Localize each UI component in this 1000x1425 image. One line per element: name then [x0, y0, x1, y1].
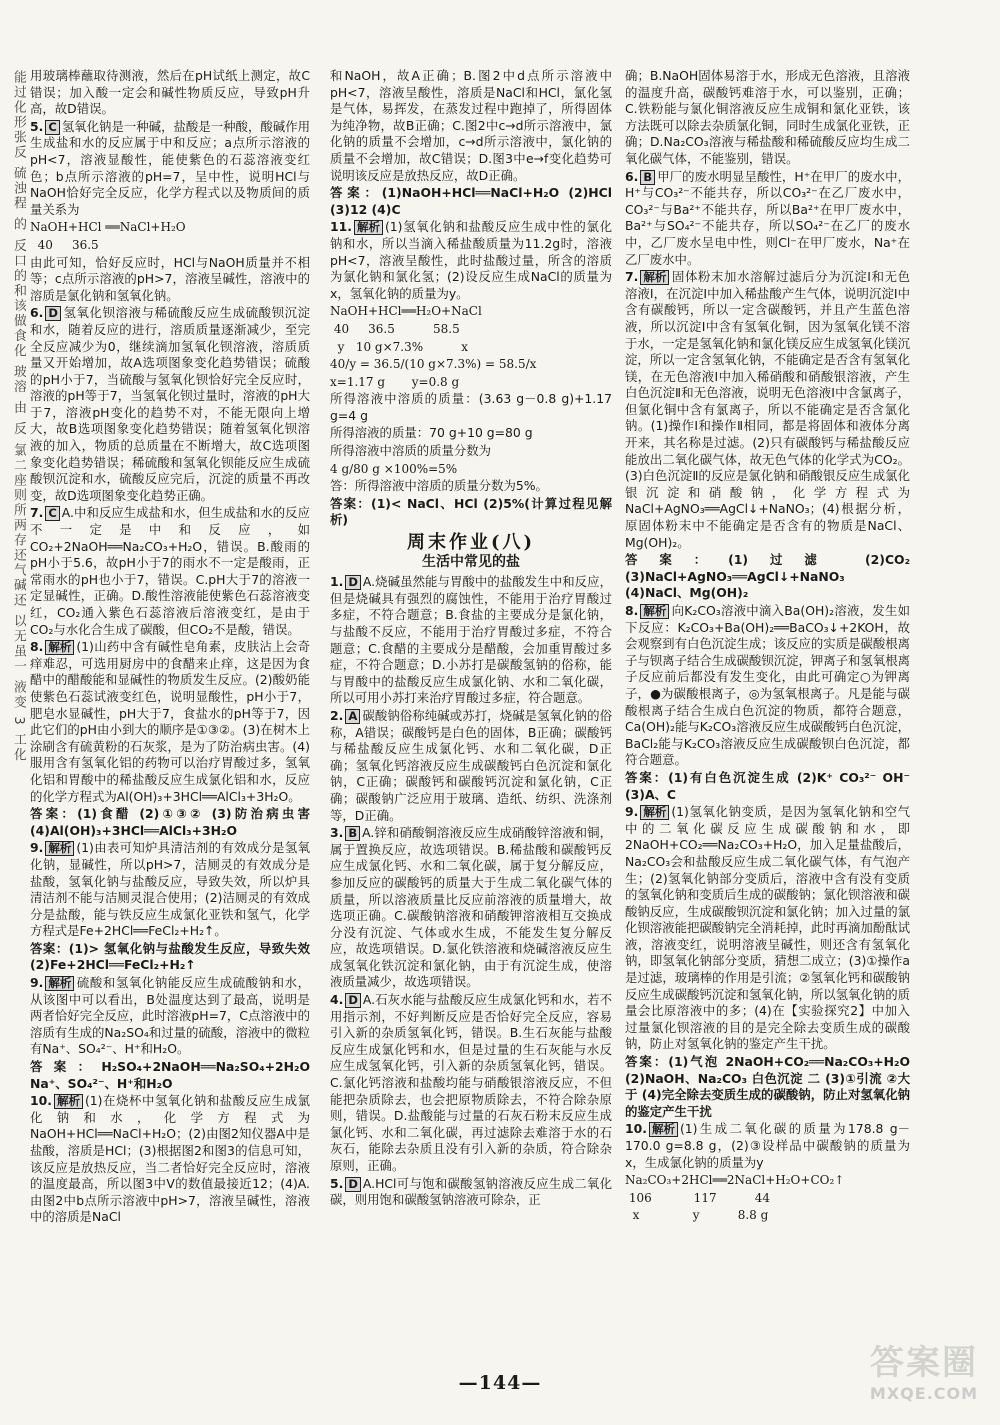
equation: x y 8.8 g [625, 1208, 769, 1223]
question-item [30, 119, 310, 219]
answer-box: B [345, 826, 360, 841]
answer-box: 解析 [45, 841, 74, 856]
question-text: (1)氢氧化钠和盐酸反应生成中性的氯化钠和水，所以当滴入稀盐酸质量为11.2g时，溶液pH<7，溶液呈酸性，此时盐酸过量，所含的溶质为氯化钠和氯化氢；(2)设反应生成NaCl的质量为x，氢氧化钠的质量为y。 [330, 219, 612, 301]
answer-line: 答案：(1)NaOH+HCl══NaCl+H₂O (2)HCl (3)12 (4)C [330, 185, 612, 217]
question-item [625, 269, 910, 551]
equation: Na₂CO₃+2HCl══2NaCl+H₂O+CO₂↑ [625, 1173, 845, 1188]
answer-box: 解析 [45, 640, 74, 655]
answer-box: C [45, 506, 59, 521]
paragraph: 确；B.NaOH固体易溶于水，形成无色溶液，且溶液的温度升高，碳酸钙难溶于水，可以鉴别，正确；C.铁粉能与氯化铜溶液反应生成铜和氯化亚铁，该方法既可以除去杂质氯化铜，同时生成氯化亚铁，正确；D.Na₂CO₃溶液与稀盐酸和稀硫酸反应均生成二氧化碳气体，不能鉴别，错误。 [625, 68, 910, 166]
paragraph: 和NaOH，故A正确；B.图2中d点所示溶液中pH<7，溶液呈酸性，溶质是NaCl和HCl，氯化氢是气体，易挥发，在蒸发过程中跑掉了，所得固体为纯净物，故B正确；C.图2中c→d所示溶液中，氯化钠的质量不会增加，c→d所示溶液中，氯化钠的质量不会增加，故C错误；D.图3中e→f变化趋势可说明该反应是放热反应，故D正确。 [330, 68, 612, 183]
question-text: 氢氧化钠是一种碱，盐酸是一种酸，酸碱作用生成盐和水的反应属于中和反应；a点所示溶液的pH<7，溶液显酸性，能使紫色的石蕊溶液变红色；b点所示溶液的pH=7，呈中性，说明HCl与NaOH恰好完全反应，化学方程式以及物质间的质量关系为 [30, 118, 310, 217]
answer-box: 解析 [640, 270, 669, 285]
equation: 40 36.5 58.5 [330, 321, 460, 336]
answer-line: 答案：H₂SO₄+2NaOH══Na₂SO₄+2H₂O Na⁺、SO₄²⁻、H⁺和H₂O [30, 1059, 310, 1091]
column-middle [330, 68, 612, 1368]
question-item [625, 169, 910, 269]
question-item [625, 1121, 910, 1171]
answer-box: D [345, 993, 361, 1008]
question-number: 7. [625, 269, 639, 285]
question-item [30, 639, 310, 805]
paragraph: 答：所得溶液中溶质的质量分数为5%。 [330, 478, 548, 494]
answer-box: C [45, 120, 59, 135]
question-text: A.HCl可与饱和碳酸氢钠溶液反应生成二氧化碳，则用饱和碳酸氢钠溶液可除杂，正 [330, 1175, 612, 1208]
question-number: 3. [330, 825, 344, 841]
question-text: (1)生成二氧化碳的质量为178.8 g－170.0 g=8.8 g，(2)③设样品中碳酸钠的质量为x，生成氯化钠的质量为y [625, 1121, 910, 1170]
column-right [625, 68, 910, 1368]
question-text: 硫酸和氢氧化钠能反应生成硫酸钠和水，从该图中可以看出，B处温度达到了最高，说明是两者恰好完全反应，此时溶液pH=7，C点溶液中的溶质有生成的Na₂SO₄和过量的硫酸，溶液中的微粒有Na⁺、SO₄²⁻、H⁺和H₂O。 [30, 975, 310, 1057]
question-text: (1)在烧杯中氢氧化钠和盐酸反应生成氯化钠和水，化学方程式为NaOH+HCl══NaCl+H₂O；(2)由图2知仪器A中是盐酸，溶质是HCl；(3)根据图2和图3的信息可知，该反应是放热反应，当二者恰好完全反应时，溶液的温度最高，所以图3中V的数值最接近12；(4)A.由图2中b点所示溶液中pH>7，溶液呈碱性，溶液中的溶质是NaCl [30, 1093, 310, 1225]
question-text: A.石灰水能与盐酸反应生成氯化钙和水，若不用指示剂，不好判断反应是否恰好完全反应，容易引入新的杂质氢氧化钙，错误。B.生石灰能与盐酸反应生成氯化钙和水，但是过量的生石灰能与水反应生成氢氧化钙，引入新的杂质氢氧化钙，错误。C.氯化钙溶液和盐酸均能与硝酸银溶液反应，不但能把杂质除去，也会把原物质除去，不符合除杂原则，错误。D.盐酸能与过量的石灰石粉末反应生成氯化钙、水和二氧化碳，再过滤除去难溶于水的石灰石，能除去杂质且没有引入新的杂质，符合除杂原则，正确。 [330, 992, 612, 1173]
answer-line: 答案：(1)气泡 2NaOH+CO₂══Na₂CO₃+H₂O (2)NaOH、Na₂CO₃ 白色沉淀 二 (3)①引流 ②大于 (4)完全除去变质生成的碳酸钠，防止对氢氧化钠的鉴定产生干扰 [625, 1054, 910, 1119]
question-number: 6. [625, 168, 639, 184]
question-item [330, 992, 612, 1175]
question-text: (1)山药中含有碱性皂角素，皮肤沾上会奇痒难忍，可选用厨房中的食醋来止痒，这是因为食醋中的醋酸能和显碱性的物质发生反应。(2)酸奶能使紫色石蕊试液变红色，说明显酸性，pH小于7，肥皂水显碱性，pH大于7，食盐水的pH等于7，因此它们的pH由小到大的顺序是①③②。(3)在树木上涂刷含有硫黄粉的石灰浆，是为了防治病虫害。(4)服用含有氢氧化铝的药物可以治疗胃酸过多，氢氧化铝和胃酸中的稀盐酸反应生成氯化铝和水，反应的化学方程式为Al(OH)₃+3HCl══AlCl₃+3H₂O。 [30, 639, 310, 804]
question-item [30, 305, 310, 504]
answer-box: 解析 [649, 1122, 678, 1137]
question-number: 9. [625, 804, 639, 820]
question-item [330, 708, 612, 824]
answer-box: D [345, 575, 361, 590]
question-number: 2. [330, 707, 344, 723]
question-text: 氢氧化钡溶液与稀硫酸反应生成硫酸钡沉淀和水，随着反应的进行，溶质质量逐渐减少，至完全反应减少为0，继续滴加氢氧化钡溶液，溶质质量又开始增加，故A选项图象变化趋势错误；硫酸的pH小于7，当硫酸与氢氧化钡恰好完全反应时，溶液的pH等于7，当氢氧化钡过量时，溶液的pH大于7，溶液pH变化的趋势不对，不能无限向上增大，故B选项图象变化趋势错误；随着氢氧化钡溶液的加入，物质的总质量在不断增大，故C选项图象变化趋势错误；稀硫酸和氢氧化钡能反应生成硫酸钡沉淀和水，硫酸反应完后，沉淀的质量不再改变，故D选项图象变化趋势正确。 [30, 305, 310, 503]
watermark-bottom: MXQE.COM [869, 1384, 979, 1403]
answer-line: 答案：(1)过滤 (2)CO₂ (3)NaCl+AgNO₃══AgCl↓+NaNO₃ (4)NaCl、Mg(OH)₂ [625, 552, 910, 601]
question-number: 11. [330, 219, 352, 235]
paragraph: 由此可知，恰好反应时，HCl与NaOH质量并不相等；c点所示溶液的pH>7，溶液呈碱性，溶液中的溶质是氯化钠和氢氧化钠。 [30, 254, 310, 303]
question-number: 10. [30, 1093, 52, 1109]
answer-box: D [345, 1177, 361, 1192]
answer-box: 解析 [640, 604, 669, 619]
paragraph: 用玻璃棒蘸取待测液，然后在pH试纸上测定，故C错误；加入酸一定会和碱性物质反应，导致pH升高，故D错误。 [30, 68, 310, 117]
equation: NaOH+HCl══H₂O+NaCl [330, 304, 482, 319]
question-item [330, 825, 612, 991]
equation: x=1.17 g y=0.8 g [330, 374, 460, 389]
paragraph: 所得溶液中溶质的质量：(3.63 g－0.8 g)+1.17 g=4 g [330, 391, 612, 423]
answer-box: 解析 [354, 220, 383, 235]
section-title: 周末作业(八) [406, 532, 536, 554]
answer-box: B [640, 170, 655, 185]
question-item [30, 505, 310, 638]
question-text: 向K₂CO₃溶液中滴入Ba(OH)₂溶液，发生如下反应：K₂CO₃+Ba(OH)₂══BaCO₃↓+2KOH，故会观察到有白色沉淀生成；该反应的实质是碳酸根离子与钡离子结合生成碳酸钡沉淀，钾离子和氢氧根离子反应前后都没有发生变化，由此可确定○为钾离子，●为碳酸根离子，◎为氢氧根离子。凡是能与碳酸根离子结合生成白色沉淀的物质，都符合题意，Ca(OH)₂能与K₂CO₃溶液反应生成碳酸钙白色沉淀，BaCl₂能与K₂CO₃溶液反应生成碳酸钡白色沉淀，都符合题意。 [625, 603, 910, 768]
question-number: 1. [330, 574, 344, 590]
equation: 106 117 44 [625, 1190, 770, 1205]
question-number: 8. [30, 639, 44, 655]
page-number: —144— [458, 1372, 542, 1394]
answer-box: 解析 [45, 976, 74, 991]
question-number: 10. [625, 1121, 647, 1137]
question-text: A.中和反应生成盐和水，但生成盐和水的反应不一定是中和反应，如CO₂+2NaOH══Na₂CO₃+H₂O，错误。B.酸雨的pH小于5.6，故pH小于7的雨水不一定是酸雨，正常雨水的pH也小于7，错误。C.pH大于7的溶液一定显碱性，正确。D.酸性溶液能使紫色石蕊溶液变红，CO₂通入紫色石蕊溶液后溶液变红，是由于CO₂与水化合生成了碳酸，但CO₂不是酸，错误。 [30, 505, 310, 637]
equation: 4 g/80 g ×100%=5% [330, 461, 458, 476]
fraction-equation: 40/y = 36.5/(10 g×7.3%) = 58.5/x [330, 357, 537, 372]
equation: NaOH+HCl ══NaCl+H₂O [30, 220, 186, 235]
answer-line: 答案：(1)食醋 (2)①③② (3)防治病虫害 (4)Al(OH)₃+3HCl══AlCl₃+3H₂O [30, 806, 310, 838]
answer-line: 答案：(1)有白色沉淀生成 (2)K⁺ CO₃²⁻ OH⁻ (3)A、C [625, 769, 910, 802]
binding-edge-text: 能过化形张反 硫浊程 的 反口的和该做食化 玻溶 由 反 氯二座则所两存还气碱还 以无虽一 液变 3 工化 [11, 70, 26, 763]
question-number: 7. [30, 505, 44, 521]
question-number: 8. [625, 603, 639, 618]
question-item [330, 574, 612, 707]
section-subtitle: 生活中常见的盐 [422, 553, 520, 570]
question-item [625, 603, 910, 769]
column-left [30, 68, 310, 1368]
answer-box: 解析 [54, 1094, 83, 1109]
question-item [625, 804, 910, 1053]
answer-box: D [45, 306, 61, 321]
watermark-logo [854, 1335, 994, 1415]
question-text: (1)氢氧化钠变质，是因为氢氧化钠和空气中的二氧化碳反应生成碳酸钠和水，即2NaOH+CO₂══Na₂CO₃+H₂O，加入足量盐酸后，Na₂CO₃会和盐酸反应生成二氧化碳气体，有气泡产生；(2)氢氧化钠部分变质后，溶液中含有没有变质的氢氧化钠和变质后生成的碳酸钠；氯化钡溶液和碳酸钠反应，生成碳酸钡沉淀和氯化钠；加入过量的氯化钡溶液能把碳酸钠完全消耗掉，此时再滴加酚酞试液，溶液变红，说明溶液呈碱性，则还含有氢氧化钠，即氢氧化钠部分变质，猜想二成立；(3)①操作a是过滤，玻璃棒的作用是引流；②氢氧化钙和碳酸钠反应生成碳酸钙沉淀和氢氧化钠，所以氢氧化钠的质量会比原溶液中的多；(4)在【实验探究2】中加入过量氯化钡溶液的目的是完全除去变质生成的碳酸钠，防止对氢氧化钠的鉴定产生干扰。 [625, 804, 910, 1052]
question-number: 9. [30, 975, 44, 991]
watermark-top: 答案圈 [870, 1343, 978, 1383]
answer-line: 答案：(1)> 氢氧化钠与盐酸发生反应，导致失效 (2)Fe+2HCl══FeCl₂+H₂↑ [30, 940, 310, 973]
equation: y 10 g×7.3% x [330, 339, 469, 354]
question-text: A.烧碱虽然能与胃酸中的盐酸发生中和反应，但是烧碱具有强烈的腐蚀性，不能用于治疗胃酸过多症，不符合题意；B.食盐的主要成分是氯化钠，与盐酸不反应，不能用于治疗胃酸过多症，不符合题意；C.食醋的主要成分是醋酸，会加重胃酸过多症，不符合题意；D.小苏打是碳酸氢钠的俗称，能与胃酸中的盐酸反应生成氯化钠、水和二氧化碳，所以可用小苏打来治疗胃酸过多症，符合题意。 [330, 574, 612, 706]
question-item [330, 219, 612, 302]
question-item [30, 1093, 310, 1226]
question-number: 6. [30, 305, 44, 321]
question-text: A.锌和硝酸铜溶液反应生成硝酸锌溶液和铜，属于置换反应，故选项错误。B.稀盐酸和碳酸钙反应生成氯化钙、水和二氧化碳，属于复分解反应，参加反应的碳酸钙的质量大于生成二氧化碳气体的质量，所以溶液质量比反应前溶液的质量增大，故选项正确。C.碳酸钠溶液和硝酸钾溶液相互交换成分没有沉淀、气体或水生成，不能发生复分解反应，故选项错误。D.氯化铁溶液和烧碱溶液反应生成氢氧化铁沉淀和氯化钠，由于有沉淀生成，使溶液质量减少，故选项错误。 [330, 825, 612, 990]
answer-box: 解析 [640, 805, 669, 820]
question-item [330, 1176, 612, 1209]
paragraph: 所得溶液的质量：70 g+10 g=80 g [330, 425, 533, 441]
question-text: 固体粉末加水溶解过滤后分为沉淀Ⅰ和无色溶液Ⅰ，在沉淀Ⅰ中加入稀盐酸产生气体，说明沉淀Ⅰ中含有碳酸钙，所以一定含碳酸钙，并且产生蓝色溶液，所以沉淀Ⅰ中含有氢氧化铜，因为氢氧化镁不溶于水，一定是氢氧化钠和氯化镁反应生成氢氧化镁沉淀，所以一定含氢氧化钠，不能确定是否含有氢氧化镁，在无色溶液Ⅰ中加入稀硝酸和硝酸银溶液，产生白色沉淀Ⅱ和无色溶液，说明无色溶液Ⅰ中含氯离子，但氯化铜中含有氯离子，所以不能确定是否含氯化钠。(1)操作Ⅰ和操作Ⅱ相同，都是将固体和液体分离开来，其名称是过滤。(2)只有碳酸钙与稀盐酸反应能放出二氧化碳气体，故无色气体的化学式为CO₂。(3)白色沉淀Ⅱ的反应是氯化钠和硝酸银反应生成氯化银沉淀和硝酸钠，化学方程式为NaCl+AgNO₃══AgCl↓+NaNO₃；(4)根据分析，原固体粉末中不能确定是否含有的物质是NaCl、Mg(OH)₂。 [625, 269, 910, 550]
answer-box: A [345, 709, 360, 724]
question-number: 9. [30, 840, 44, 856]
question-number: 5. [30, 118, 44, 134]
question-number: 5. [330, 1175, 344, 1191]
paragraph: 所得溶液中溶质的质量分数为 [330, 443, 492, 459]
question-text: 碳酸钠俗称纯碱或苏打，烧碱是氢氧化钠的俗称，A错误；碳酸钙是白色的固体，B正确；碳酸钙与稀盐酸反应生成氯化钙、水和二氧化碳，D正确；氢氧化钙溶液反应生成碳酸钙白色沉淀和氯化钠，C正确；碳酸钙和碳酸钙沉淀和氯化钠，C正确；碳酸钠广泛应用于玻璃、造纸、纺织、洗涤剂等，D正确。 [330, 707, 612, 823]
question-text: (1)由表可知炉具清洁剂的有效成分是氢氧化钠，显碱性，所以pH>7，洁厕灵的有效成分是盐酸，氢氧化钠与盐酸反应，导致失效，所以炉具清洁剂不能与洁厕灵混合使用；(2)洁厕灵的有效成分是盐酸，能与铁反应生成氯化亚铁和氢气，化学方程式是Fe+2HCl══FeCl₂+H₂↑。 [30, 840, 310, 939]
answer-line: 答案：(1)< NaCl、HCl (2)5%(计算过程见解析) [330, 495, 612, 528]
question-item [30, 840, 310, 940]
equation: 40 36.5 [30, 237, 99, 252]
question-number: 4. [330, 992, 344, 1008]
question-text: 甲厂的废水明显呈酸性，H⁺在甲厂的废水中，H⁺与CO₃²⁻不能共存，所以CO₃²⁻在乙厂废水中，CO₃²⁻与Ba²⁺不能共存，所以Ba²⁺在甲厂废水中，Ba²⁺与SO₄²⁻不能共存，所以SO₄²⁻在乙厂的废水中，乙厂废水呈电中性，则Cl⁻在甲厂废水，Na⁺在乙厂废水中。 [625, 168, 910, 267]
question-item [30, 975, 310, 1058]
